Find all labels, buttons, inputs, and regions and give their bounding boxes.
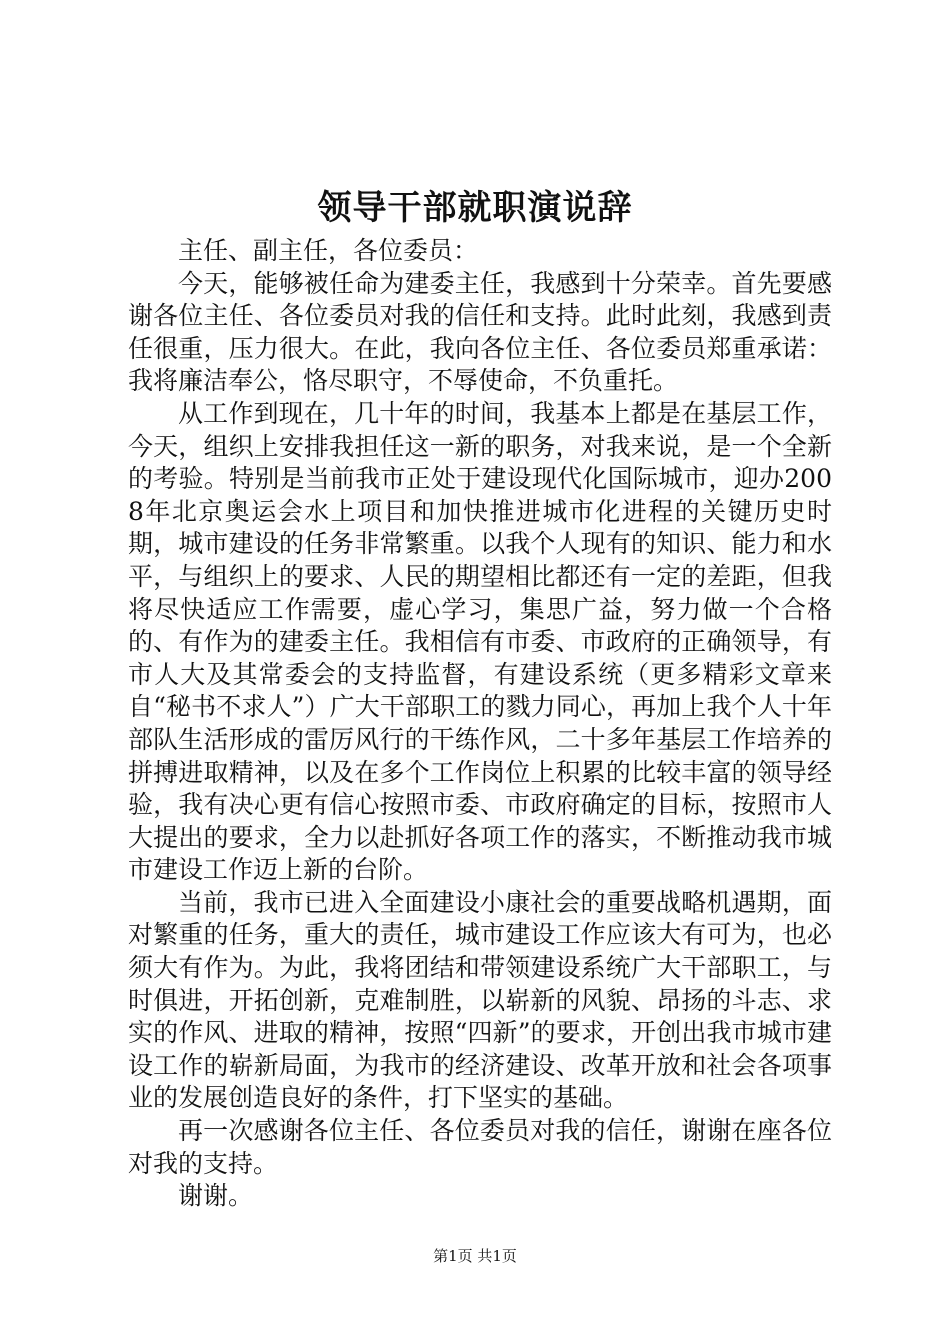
page-footer: 第1页 共1页	[433, 1247, 517, 1265]
body-paragraph: 从工作到现在，几十年的时间，我基本上都是在基层工作，今天，组织上安排我担任这一新的职务，对我来说，是一个全新的考验。特别是当前我市正处于建设现代化国际城市，迎办2008年北京奥运会水上项目和加快推进城市化进程的关键历史时期，城市建设的任务非常繁重。以我个人现有的知识、能力和水平，与组织上的要求、人民的期望相比都还有一定的差距，但我将尽快适应工作需要，虚心学习，集思广益，努力做一个合格的、有作为的建委主任。我相信有市委、市政府的正确领导，有市人大及其常委会的支持监督，有建设系统（更多精彩文章来自“秘书不求人”）广大干部职工的戮力同心，再加上我个人十年部队生活形成的雷厉风行的干练作风，二十多年基层工作培养的拼搏进取精神，以及在多个工作岗位上积累的比较丰富的领导经验，我有决心更有信心按照市委、市政府确定的目标，按照市人大提出的要求，全力以赴抓好各项工作的落实，不断推动我市城市建设工作迈上新的台阶。	[128, 398, 832, 885]
body-paragraph: 再一次感谢各位主任、各位委员对我的信任，谢谢在座各位对我的支持。	[128, 1116, 832, 1178]
closing-paragraph: 谢谢。	[178, 1181, 254, 1211]
document-body	[128, 235, 832, 1213]
salutation-paragraph: 主任、副主任，各位委员：	[178, 236, 479, 265]
body-paragraph: 当前，我市已进入全面建设小康社会的重要战略机遇期，面对繁重的任务，重大的责任，城市建设工作应该大有可为，也必须大有作为。为此，我将团结和带领建设系统广大干部职工，与时俱进，开拓创新，克难制胜，以崭新的风貌、昂扬的斗志、求实的作风、进取的精神，按照“四新”的要求，开创出我市城市建设工作的崭新局面，为我市的经济建设、改革开放和社会各项事业的发展创造良好的条件，打下坚实的基础。	[128, 887, 832, 1113]
body-paragraph: 今天，能够被任命为建委主任，我感到十分荣幸。首先要感谢各位主任、各位委员对我的信任和支持。此时此刻，我感到责任很重，压力很大。在此，我向各位主任、各位委员郑重承诺：我将廉洁奉公，恪尽职守，不辱使命，不负重托。	[128, 268, 832, 396]
document-title: 领导干部就职演说辞	[317, 188, 633, 228]
